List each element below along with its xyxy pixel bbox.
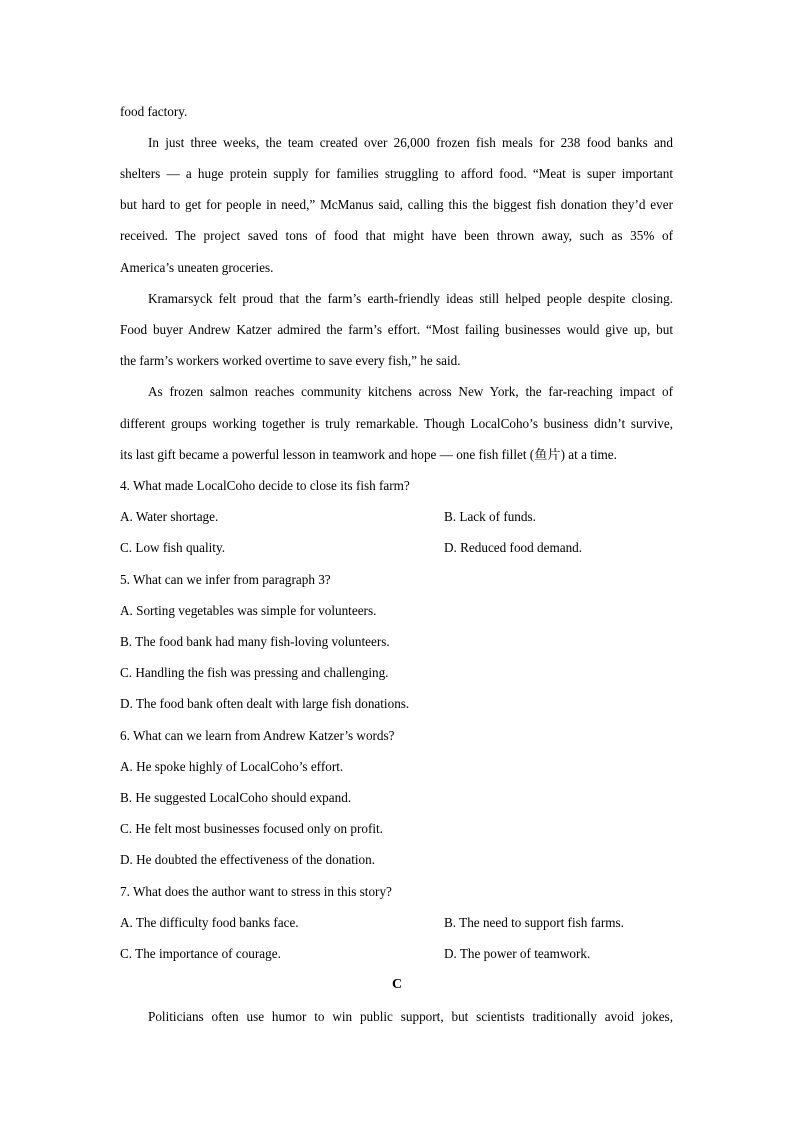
question-4-option-a: A. Water shortage. xyxy=(120,509,219,524)
question-6-option-c: C. He felt most businesses focused only on profit. xyxy=(120,821,383,836)
passage-line: received. The project saved tons of food that might have been thrown away, such as 35% of xyxy=(120,228,673,243)
question-7-option-a: A. The difficulty food banks face. xyxy=(120,915,299,930)
section-heading: C xyxy=(391,977,403,992)
passage-line: food factory. xyxy=(120,104,188,119)
question-5-option-a: A. Sorting vegetables was simple for volunteers. xyxy=(120,603,377,618)
question-4-option-d: D. Reduced food demand. xyxy=(444,540,583,555)
passage-line: Politicians often use humor to win public support, but scientists traditionally avoid jokes, xyxy=(148,1009,673,1024)
question-stem-6: 6. What can we learn from Andrew Katzer’s words? xyxy=(120,728,395,743)
passage-line: Kramarsyck felt proud that the farm’s earth-friendly ideas still helped people despite closing. xyxy=(148,291,673,306)
passage-line: the farm’s workers worked overtime to save every fish,” he said. xyxy=(120,353,461,368)
question-6-option-b: B. He suggested LocalCoho should expand. xyxy=(120,790,352,805)
question-6-option-a: A. He spoke highly of LocalCoho’s effort. xyxy=(120,759,344,774)
question-stem-4: 4. What made LocalCoho decide to close its fish farm? xyxy=(120,478,410,493)
question-5-option-b: B. The food bank had many fish-loving volunteers. xyxy=(120,634,390,649)
question-stem-7: 7. What does the author want to stress in this story? xyxy=(120,884,392,899)
question-7-option-d: D. The power of teamwork. xyxy=(444,946,591,961)
passage-line: America’s uneaten groceries. xyxy=(120,260,274,275)
question-4-option-c: C. Low fish quality. xyxy=(120,540,226,555)
passage-line: but hard to get for people in need,” McManus said, calling this the biggest fish donation they’d ever xyxy=(120,197,673,212)
passage-line: different groups working together is truly remarkable. Though LocalCoho’s business didn’t survive, xyxy=(120,416,673,431)
passage-line: In just three weeks, the team created over 26,000 frozen fish meals for 238 food banks and xyxy=(148,135,673,150)
passage-line: shelters — a huge protein supply for families struggling to afford food. “Meat is super important xyxy=(120,166,673,181)
question-5-option-d: D. The food bank often dealt with large fish donations. xyxy=(120,696,410,711)
question-5-option-c: C. Handling the fish was pressing and challenging. xyxy=(120,665,389,680)
question-stem-5: 5. What can we infer from paragraph 3? xyxy=(120,572,331,587)
question-4-option-b: B. Lack of funds. xyxy=(444,509,536,524)
question-7-option-c: C. The importance of courage. xyxy=(120,946,281,961)
passage-line: As frozen salmon reaches community kitchens across New York, the far-reaching impact of xyxy=(148,384,673,399)
question-6-option-d: D. He doubted the effectiveness of the donation. xyxy=(120,852,376,867)
question-7-option-b: B. The need to support fish farms. xyxy=(444,915,624,930)
passage-line: Food buyer Andrew Katzer admired the farm’s effort. “Most failing businesses would give up, but xyxy=(120,322,673,337)
passage-line: its last gift became a powerful lesson in teamwork and hope — one fish fillet (鱼片) at a time. xyxy=(120,447,617,462)
